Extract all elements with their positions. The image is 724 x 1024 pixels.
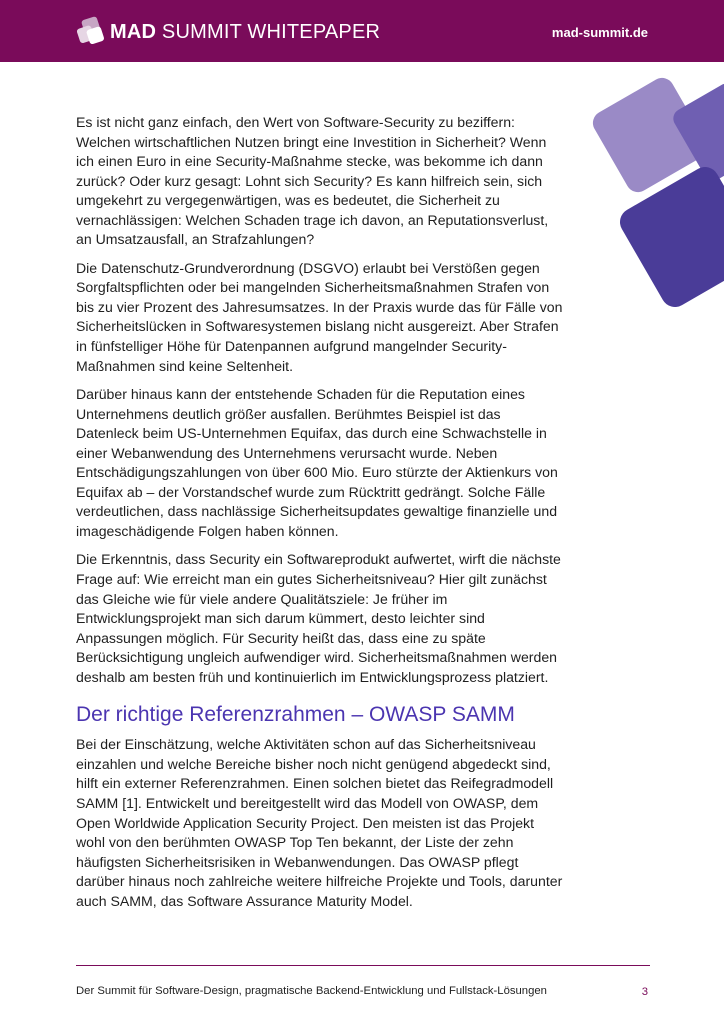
page-number: 3: [641, 986, 648, 998]
decorative-squares: [585, 62, 724, 324]
article-body: [76, 113, 566, 920]
paragraph: Die Erkenntnis, dass Security ein Softwareprodukt aufwertet, wirft die nächste Frage auf: Wie erreicht man ein gutes Sicherheitsniveau? Hier gilt zunächst das Gleiche wie für viele andere Qualitätsziele: Je früher im Entwicklungsprojekt man sich darum kümmert, desto leichter sind Anpassungen möglich. Für Security heißt das, dass eine zu späte Berücksichtigung ungleich aufwendiger wird. Sicherheitsmaßnahmen werden deshalb am besten früh und kontinuierlich im Entwicklungsprozess platziert.: [76, 551, 561, 685]
section-heading: Der richtige Referenzrahmen – OWASP SAMM: [76, 703, 515, 727]
paragraph: Es ist nicht ganz einfach, den Wert von Software-Security zu beziffern: Welchen wirtschaftlichen Nutzen bringt eine Investition in Sicherheit? Wenn ich einen Euro in eine Security-Maßnahme stecke, was bekomme ich dann zurück? Oder kurz gesagt: Lohnt sich Security? Es kann hilfreich sein, sich umgekehrt zu vergegenwärtigen, was es bedeutet, die Sicherheit zu vernachlässigen: Welchen Schaden trage ich davon, an Reputationsverlust, an Umsatzausfall, an Strafzahlungen?: [76, 114, 549, 248]
paragraph: Bei der Einschätzung, welche Aktivitäten schon auf das Sicherheitsniveau einzahlen und welche Bereiche bisher noch nicht genügend abgedeckt sind, hilft ein externer Referenzrahmen. Einen solchen bietet das Reifegradmodell SAMM [1]. Entwickelt und bereitgestellt wird das Modell von OWASP, dem Open Worldwide Application Security Project. Den meisten ist das Projekt wohl von den berühmten OWASP Top Ten bekannt, der Liste der zehn häufigsten Sicherheitsrisiken in Webanwendungen. Das OWASP pflegt darüber hinaus noch zahlreiche weitere hilfreiche Projekte und Tools, darunter auch SAMM, das Software Assurance Maturity Model.: [76, 736, 563, 909]
brand-bold: MAD: [110, 21, 157, 43]
page-header: [0, 0, 724, 62]
site-link[interactable]: mad-summit.de: [551, 25, 648, 40]
paragraph: Darüber hinaus kann der entstehende Schaden für die Reputation eines Unternehmens deutlich größer ausfallen. Berühmtes Beispiel ist das Datenleck beim US-Unternehmen Equifax, das durch eine Schwachstelle in einer Webanwendung des Unternehmens verursacht wurde. Neben Entschädigungszahlungen von über 600 Mio. Euro stürzte der Aktienkurs von Equifax ab – der Vorstandschef wurde zum Rücktritt gedrängt. Solche Fälle verdeutlichen, dass nachlässige Sicherheitsupdates gewaltige finanzielle und imageschädigende Folgen haben können.: [76, 386, 558, 539]
brand-rest: SUMMIT WHITEPAPER: [161, 21, 381, 43]
mad-summit-logo-icon: [77, 16, 107, 48]
footer-divider: [76, 965, 650, 966]
brand-title: [110, 20, 380, 44]
footer-tagline: Der Summit für Software-Design, pragmatische Backend-Entwicklung und Fullstack-Lösungen: [76, 985, 547, 997]
paragraph: Die Datenschutz-Grundverordnung (DSGVO) erlaubt bei Verstößen gegen Sorgfaltspflichten oder bei mangelnden Sicherheitsmaßnahmen Strafen von bis zu vier Prozent des Jahresumsatzes. In der Praxis wurde das für Fälle von Sicherheitslücken in Softwaresystemen bislang nicht ausgereizt. Aber Strafen in fünfstelliger Höhe für Datenpannen aufgrund mangelnder Security-Maßnahmen sind keine Seltenheit.: [76, 259, 563, 374]
